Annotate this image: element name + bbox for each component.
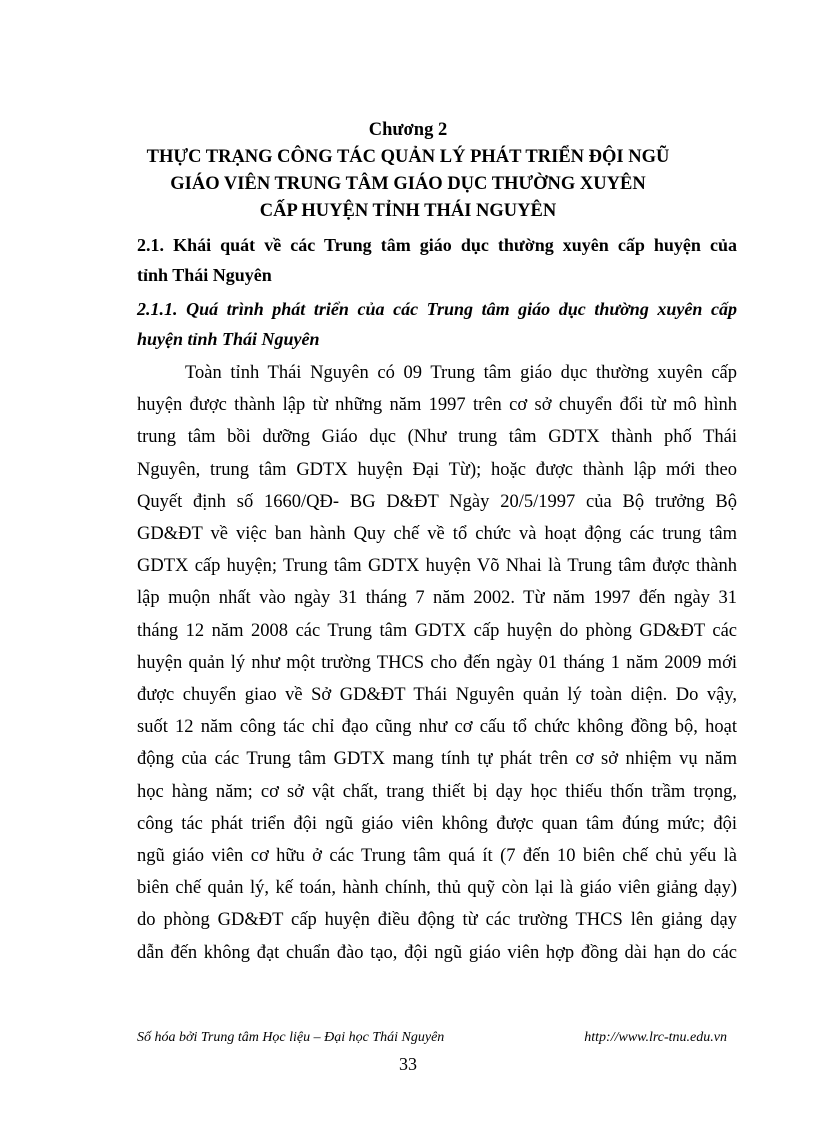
chapter-title-line: CẤP HUYỆN TỈNH THÁI NGUYÊN: [259, 201, 557, 221]
paragraph-line: được chuyển giao về Sở GD&ĐT Thái Nguyên quản lý toàn diện. Do vậy,: [137, 685, 737, 706]
paragraph-line: GDTX cấp huyện; Trung tâm GDTX huyện Võ Nhai là Trung tâm được thành: [137, 556, 737, 577]
paragraph-line: Toàn tỉnh Thái Nguyên có 09 Trung tâm giáo dục thường xuyên cấp: [185, 363, 737, 383]
paragraph-line: tháng 12 năm 2008 các Trung tâm GDTX cấp huyện do phòng GD&ĐT các: [137, 620, 737, 641]
section-heading-line: 2.1. Khái quát về các Trung tâm giáo dục thường xuyên cấp huyện của: [137, 235, 737, 255]
paragraph-line: GD&ĐT về việc ban hành Quy chế về tổ chức và hoạt động các trung tâm: [137, 524, 737, 545]
paragraph-line: huyện quản lý như một trường THCS cho đến ngày 01 tháng 1 năm 2009 mới: [137, 652, 737, 673]
paragraph-line: dẫn đến không đạt chuẩn đào tạo, đội ngũ giáo viên hợp đồng dài hạn do các: [137, 942, 737, 963]
paragraph-line: học hàng năm; cơ sở vật chất, trang thiết bị dạy học thiếu thốn trầm trọng,: [137, 781, 737, 802]
paragraph-line: Nguyên, trung tâm GDTX huyện Đại Từ); hoặc được thành lập mới theo: [137, 459, 737, 480]
section-heading: [137, 230, 737, 290]
paragraph-line: công tác phát triển đội ngũ giáo viên không được quan tâm đúng mức; đội: [137, 813, 737, 834]
footer-source-text: Số hóa bởi Trung tâm Học liệu – Đại học Thái Nguyên: [137, 1030, 445, 1045]
subsection-heading: [137, 294, 737, 354]
chapter-heading: [0, 117, 816, 225]
paragraph-line: lập muộn nhất vào ngày 31 tháng 7 năm 2002. Từ năm 1997 đến ngày 31: [137, 588, 737, 609]
section-heading-line: tỉnh Thái Nguyên: [137, 265, 272, 285]
subsection-heading-line: 2.1.1. Quá trình phát triển của các Trung tâm giáo dục thường xuyên cấp: [137, 299, 737, 319]
paragraph-line: huyện được thành lập từ những năm 1997 trên cơ sở chuyển đổi từ mô hình: [137, 395, 737, 416]
paragraph-line: biên chế quản lý, kế toán, hành chính, thủ quỹ còn lại là giáo viên giảng dạy): [137, 878, 737, 899]
paragraph-line: do phòng GD&ĐT cấp huyện điều động từ các trường THCS lên giảng dạy: [137, 910, 737, 931]
footer-url-link[interactable]: http://www.lrc-tnu.edu.vn: [584, 1030, 727, 1045]
page-number: 33: [399, 1054, 417, 1074]
paragraph-line: ngũ giáo viên cơ hữu ở các Trung tâm quá ít (7 đến 10 biên chế chủ yếu là: [137, 846, 737, 867]
paragraph-line: động của các Trung tâm GDTX mang tính tự phát trên cơ sở nhiệm vụ năm: [137, 749, 737, 770]
chapter-title-line: GIÁO VIÊN TRUNG TÂM GIÁO DỤC THƯỜNG XUYÊN: [170, 174, 646, 194]
subsection-heading-line: huyện tỉnh Thái Nguyên: [137, 329, 320, 349]
body-paragraph: [137, 357, 737, 969]
chapter-number: Chương 2: [368, 120, 448, 140]
chapter-title-line: THỰC TRẠNG CÔNG TÁC QUẢN LÝ PHÁT TRIỂN ĐỘI NGŨ: [146, 147, 670, 167]
paragraph-line: Quyết định số 1660/QĐ- BG D&ĐT Ngày 20/5/1997 của Bộ trưởng Bộ: [137, 491, 737, 512]
paragraph-line: suốt 12 năm công tác chỉ đạo cũng như cơ cấu tổ chức không đồng bộ, hoạt: [137, 717, 737, 738]
paragraph-line: trung tâm bồi dưỡng Giáo dục (Như trung tâm GDTX thành phố Thái: [137, 427, 737, 448]
